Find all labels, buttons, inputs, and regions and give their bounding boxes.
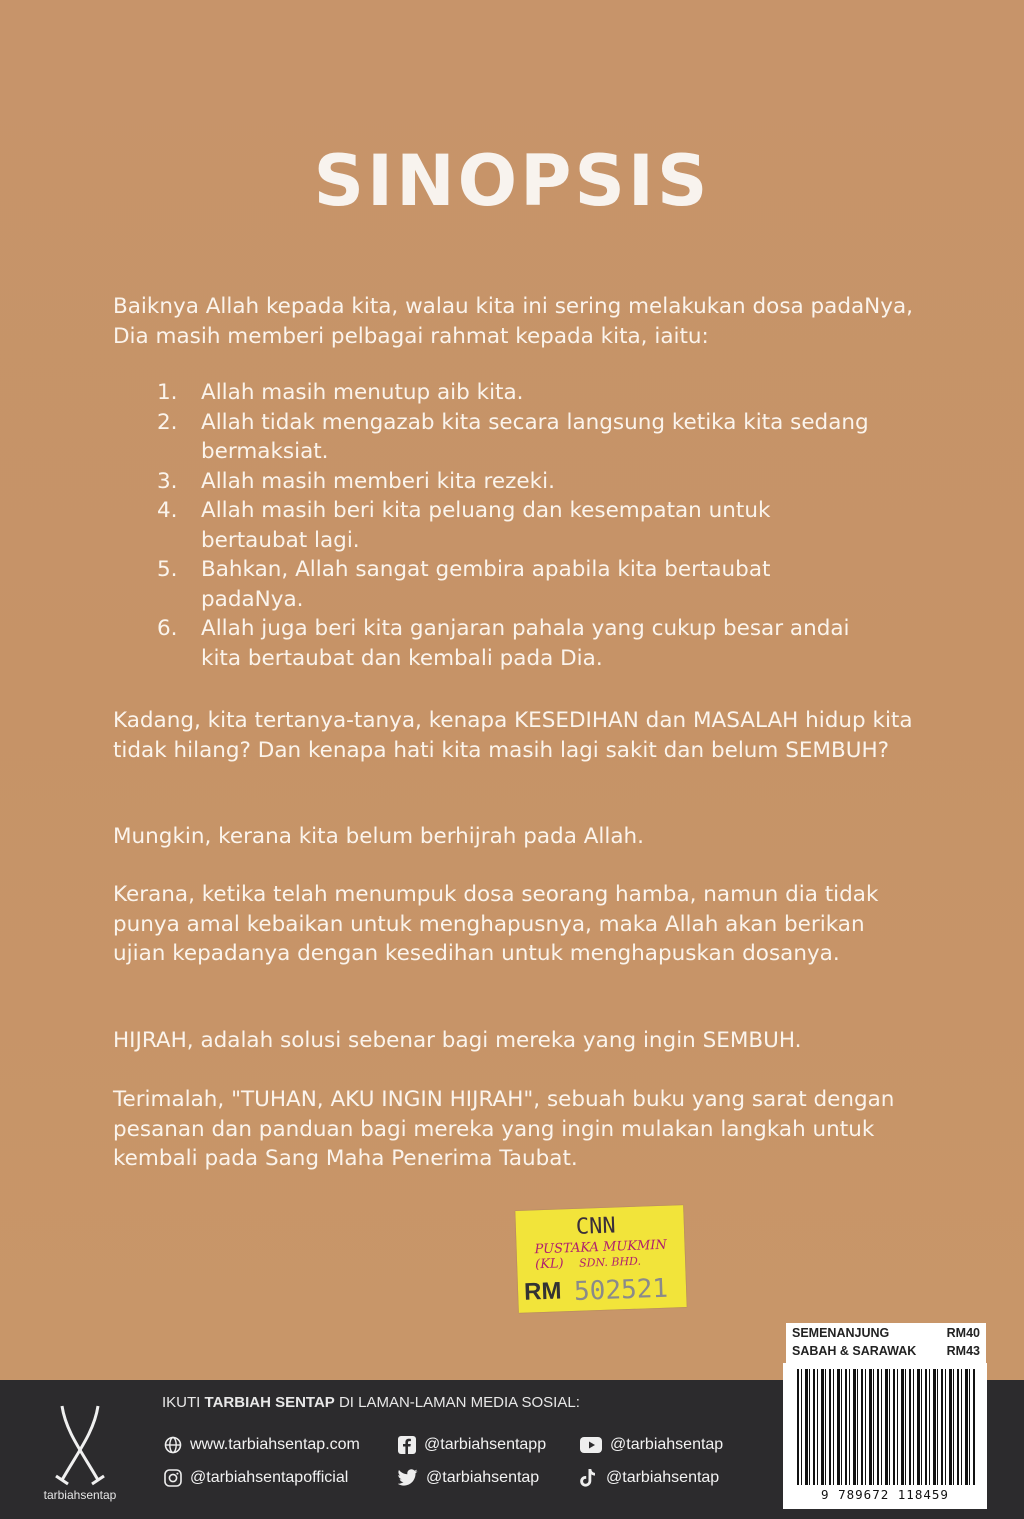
price-value: RM40	[946, 1326, 980, 1340]
list-number: 4.	[157, 498, 178, 523]
instagram-icon	[164, 1469, 182, 1487]
follow-brand: TARBIAH SENTAP	[204, 1394, 335, 1411]
crossed-swords-icon	[52, 1402, 108, 1486]
list-item	[157, 378, 877, 408]
list-item	[157, 408, 877, 467]
publisher-logo	[30, 1402, 130, 1512]
list-number: 6.	[157, 616, 178, 641]
price-sticker	[515, 1205, 686, 1313]
price-value: RM43	[946, 1344, 980, 1358]
intro-paragraph: Baiknya Allah kepada kita, walau kita ini sering melakukan dosa padaNya, Dia masih memberi pelbagai rahmat kepada kita, iaitu:	[113, 294, 913, 349]
list-text: Allah masih memberi kita rezeki.	[201, 468, 555, 494]
list-number: 2.	[157, 409, 178, 435]
paragraph-hijrah-reason: Mungkin, kerana kita belum berhijrah pada Allah.	[113, 824, 645, 849]
list-text: Allah juga beri kita ganjaran pahala yang cukup besar andai kita bertaubat dan kembali pada Dia.	[201, 616, 850, 671]
social-facebook[interactable]	[398, 1436, 546, 1454]
blessings-list	[157, 378, 877, 673]
globe-icon	[164, 1436, 182, 1454]
price-box	[786, 1323, 986, 1363]
social-tiktok[interactable]	[580, 1469, 719, 1487]
list-item	[157, 614, 877, 673]
list-number: 1.	[157, 380, 178, 405]
social-label: @tarbiahsentap	[426, 1469, 540, 1486]
list-number: 5.	[157, 557, 178, 582]
social-label: @tarbiahsentap	[610, 1436, 724, 1453]
social-twitter[interactable]	[398, 1469, 539, 1487]
social-website[interactable]	[164, 1436, 360, 1454]
follow-text	[162, 1394, 580, 1411]
paragraph-book-pitch: Terimalah, "TUHAN, AKU INGIN HIJRAH", sebuah buku yang sarat dengan pesanan dan panduan bagi mereka yang ingin mulakan langkah untuk kembali pada Sang Maha Penerima Taubat.	[113, 1087, 895, 1171]
list-text: Allah masih beri kita peluang dan kesempatan untuk bertaubat lagi.	[201, 498, 771, 553]
social-instagram[interactable]	[164, 1469, 348, 1487]
list-item	[157, 467, 877, 497]
follow-suffix: DI LAMAN-LAMAN MEDIA SOSIAL:	[334, 1394, 580, 1411]
paragraph-explanation: Kerana, ketika telah menumpuk dosa seorang hamba, namun dia tidak punya amal kebaikan untuk menghapusnya, maka Allah akan berikan ujian kepadanya dengan kesedihan untuk menghapuskan dosanya.	[113, 882, 879, 966]
list-text: Allah masih menutup aib kita.	[201, 380, 524, 405]
facebook-icon	[398, 1436, 416, 1454]
barcode-digits: 9 789672 118459	[821, 1487, 949, 1502]
price-row	[792, 1326, 980, 1340]
sticker-number: 502521	[573, 1273, 669, 1307]
social-label: @tarbiahsentapofficial	[190, 1469, 349, 1486]
page-title: SINOPSIS	[313, 140, 711, 222]
tiktok-icon	[580, 1469, 598, 1487]
youtube-icon	[580, 1436, 602, 1454]
sticker-currency: RM	[523, 1277, 562, 1306]
social-label: @tarbiahsentapp	[424, 1436, 547, 1453]
barcode-bars	[797, 1369, 975, 1485]
social-youtube[interactable]	[580, 1436, 723, 1454]
list-number: 3.	[157, 468, 178, 494]
price-row	[792, 1344, 980, 1358]
sticker-sdn: SDN. BHD.	[578, 1254, 642, 1270]
price-region: SEMENANJUNG	[792, 1326, 890, 1340]
list-item	[157, 496, 877, 555]
twitter-icon	[398, 1469, 418, 1487]
social-label: www.tarbiahsentap.com	[190, 1436, 360, 1453]
isbn-barcode	[783, 1363, 987, 1509]
sticker-code: CNN	[575, 1213, 617, 1240]
sticker-store: PUSTAKA MUKMIN (KL)	[534, 1237, 668, 1273]
logo-wordmark: tarbiahsentap	[43, 1488, 117, 1502]
social-label: @tarbiahsentap	[606, 1469, 720, 1486]
follow-prefix: IKUTI	[162, 1394, 205, 1411]
list-item	[157, 555, 877, 614]
paragraph-solution: HIJRAH, adalah solusi sebenar bagi mereka yang ingin SEMBUH.	[113, 1028, 802, 1053]
paragraph-question: Kadang, kita tertanya-tanya, kenapa KESEDIHAN dan MASALAH hidup kita tidak hilang? Dan kenapa hati kita masih lagi sakit dan belum SEMBUH?	[113, 708, 913, 763]
list-text: Allah tidak mengazab kita secara langsung ketika kita sedang bermaksiat.	[201, 409, 869, 464]
list-text: Bahkan, Allah sangat gembira apabila kita bertaubat padaNya.	[201, 557, 771, 612]
price-region: SABAH & SARAWAK	[792, 1344, 917, 1358]
